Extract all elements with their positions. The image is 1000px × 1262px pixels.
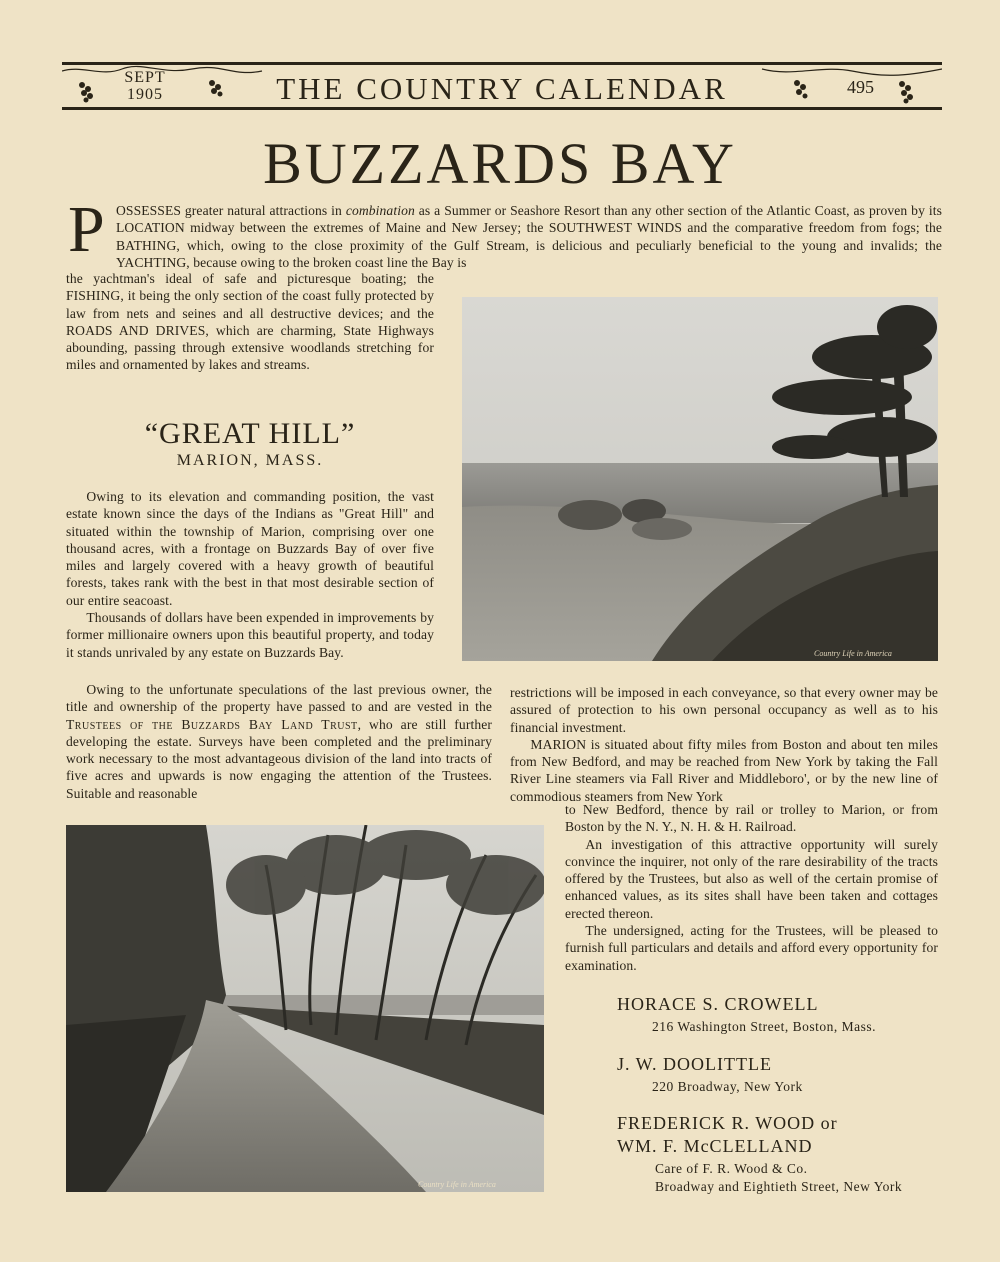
estate-location: MARION, MASS. — [176, 452, 324, 469]
drop-cap: P — [68, 193, 105, 266]
issue-month: SEPT — [124, 69, 166, 86]
page-title: BUZZARDS BAY — [263, 131, 737, 196]
road-photo-credit: Country Life in America — [418, 1180, 496, 1189]
estate-title: “GREAT HILL” — [144, 417, 356, 450]
ownership-text-start: Owing to the unfortunate speculations of the last previous owner, the title and ownership of the property have passed to and are vested in the — [66, 682, 492, 715]
paragraph-investigation: An investigation of this attractive opportunity will surely convince the inquirer, not only of the rare desirability of the tracts offered by the Trustees, but also as well of the certain promise of enhanced values, as its sites shall have been taken and cottages erected thereon. — [565, 836, 938, 921]
paragraph-improvements: Thousands of dollars have been expended in improvements by former millionaire owners upon this beautiful property, and today it stands unrivaled by any estate on Buzzards Bay. — [66, 610, 434, 660]
contact-address-doolittle: 220 Broadway, New York — [652, 1079, 803, 1094]
ownership-text-end: , who are still further developing the estate. Surveys have been completed and the preliminary work necessary to the most advantageous division of the land into tracts of five acres and upwards is now engaging the attention of the Trustees. Suitable and reasonable — [66, 716, 492, 801]
paragraph-marion-cont: to New Bedford, thence by rail or trolley to Marion, or from Boston by the N. Y., N. H. & H. Railroad. — [565, 802, 938, 835]
issue-date — [118, 69, 172, 103]
intro-emphasis: combination — [345, 203, 415, 218]
contact-address-crowell: 216 Washington Street, Boston, Mass. — [652, 1019, 877, 1034]
estate-description — [66, 488, 434, 661]
page-number: 495 — [847, 77, 874, 97]
shoreline-image — [462, 297, 938, 661]
issue-year: 1905 — [127, 86, 163, 103]
contact-name-wood: FREDERICK R. WOOD or — [617, 1113, 838, 1133]
contact-name-doolittle: J. W. DOOLITTLE — [617, 1054, 772, 1074]
contact-address-wood: Care of F. R. Wood & Co. — [655, 1161, 808, 1176]
trust-name: Trustees of the Buzzards Bay Land Trust — [66, 716, 358, 732]
paragraph-elevation: Owing to its elevation and commanding position, the vast estate known since the days of the Indians as "Great Hill" and situated within the township of Marion, comprising over one thousand acres, with a frontage on Buzzards Bay of over five miles and largely covered with a heavy growth of beautiful forests, takes rank with the best in that most desirable section of our entire seacoast. — [66, 489, 434, 608]
road-photo — [66, 825, 544, 1192]
contact-name-crowell: HORACE S. CROWELL — [617, 994, 819, 1014]
paragraph-restrictions: restrictions will be imposed in each conveyance, so that every owner may be assured of protection to his own personal occupancy as well as to his financial investment. — [510, 685, 938, 735]
paragraph-marion: MARION is situated about fifty miles from Boston and about ten miles from New Bedford, and may be reached from New York by taking the Fall River Line steamers via Fall River and Middleboro', or by the new line of commodious steamers from New York — [510, 736, 938, 804]
contact-name-mcclelland: WM. F. McCLELLAND — [617, 1136, 813, 1156]
calendar-banner — [62, 62, 942, 110]
column-right-top — [510, 684, 938, 805]
intro-paragraph — [116, 202, 942, 271]
paragraph-undersigned: The undersigned, acting for the Trustees, will be pleased to furnish full particulars and details and afford every opportunity for examination. — [565, 923, 938, 973]
intro-continuation: the yachtman's ideal of safe and picturesque boating; the FISHING, it being the only section of the coast fully protected by law from nets and seines and all destructive devices; and the ROADS AND DRIVES, which are charming, State Highways abounding, passing through extensive woodlands stretching for miles and ornamented by lakes and streams. — [66, 271, 434, 373]
intro-rest: as a Summer or Seashore Resort than any other section of the Atlantic Coast, as proven by its LOCATION midway between the extremes of Maine and New Jersey; the SOUTHWEST WINDS and the comparative freedom from fogs; the BATHING, which, owing to the close proximity of the Gulf Stream, is delicious and peculiarly beneficial to the young and invalids; the YACHTING, because owing to the broken coast line the Bay is — [116, 203, 942, 270]
paragraph-ownership — [66, 681, 492, 802]
shoreline-photo — [462, 297, 938, 661]
publication-title: THE COUNTRY CALENDAR — [276, 71, 728, 106]
column-right-bottom — [565, 801, 938, 974]
road-image — [66, 825, 544, 1192]
shoreline-photo-credit: Country Life in America — [814, 649, 892, 658]
intro-lead: OSSESSES greater natural attractions in — [116, 203, 342, 218]
contact-address-wood-street: Broadway and Eightieth Street, New York — [655, 1179, 903, 1194]
